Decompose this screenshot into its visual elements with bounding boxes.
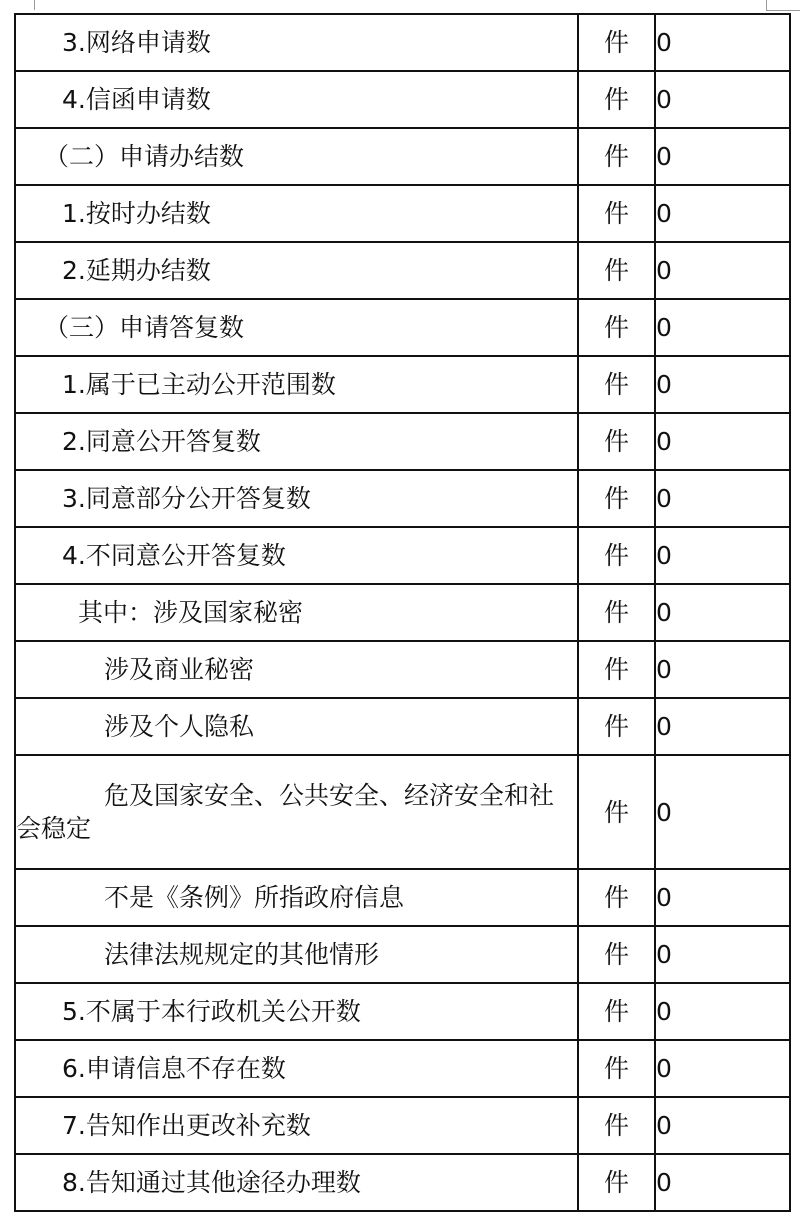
row-unit: 件 (578, 14, 655, 71)
row-unit: 件 (578, 128, 655, 185)
row-unit: 件 (578, 356, 655, 413)
row-item-label: 不是《条例》所指政府信息 (15, 869, 578, 926)
row-item-label: 2.延期办结数 (15, 242, 578, 299)
row-unit: 件 (578, 1097, 655, 1154)
row-value: 0 (655, 584, 790, 641)
table-row (15, 1097, 790, 1154)
row-value: 0 (655, 242, 790, 299)
row-value: 0 (655, 71, 790, 128)
row-value: 0 (655, 527, 790, 584)
row-item-label: 危及国家安全、公共安全、经济安全和社会稳定 (15, 755, 578, 869)
row-unit: 件 (578, 755, 655, 869)
row-unit: 件 (578, 299, 655, 356)
row-value: 0 (655, 470, 790, 527)
table-row (15, 14, 790, 71)
row-unit: 件 (578, 71, 655, 128)
row-item-label: 其中：涉及国家秘密 (15, 584, 578, 641)
table-row (15, 242, 790, 299)
row-item-label: （二）申请办结数 (15, 128, 578, 185)
row-value: 0 (655, 413, 790, 470)
row-item-label: 6.申请信息不存在数 (15, 1040, 578, 1097)
row-unit: 件 (578, 698, 655, 755)
row-item-label: 1.属于已主动公开范围数 (15, 356, 578, 413)
table-row (15, 755, 790, 869)
row-value: 0 (655, 299, 790, 356)
statistics-table (14, 13, 791, 1212)
row-unit: 件 (578, 584, 655, 641)
table-row (15, 71, 790, 128)
row-item-label: 4.信函申请数 (15, 71, 578, 128)
row-unit: 件 (578, 1154, 655, 1211)
row-value: 0 (655, 641, 790, 698)
table-row (15, 185, 790, 242)
table-row (15, 1154, 790, 1211)
row-unit: 件 (578, 185, 655, 242)
row-item-label: 5.不属于本行政机关公开数 (15, 983, 578, 1040)
row-unit: 件 (578, 470, 655, 527)
table-row (15, 983, 790, 1040)
row-value: 0 (655, 755, 790, 869)
table-row (15, 1040, 790, 1097)
page-corner-mark-right (766, 0, 767, 10)
table-row (15, 128, 790, 185)
row-unit: 件 (578, 983, 655, 1040)
row-value: 0 (655, 1040, 790, 1097)
row-unit: 件 (578, 527, 655, 584)
row-item-label: 法律法规规定的其他情形 (15, 926, 578, 983)
row-item-label: 7.告知作出更改补充数 (15, 1097, 578, 1154)
row-item-label: 涉及个人隐私 (15, 698, 578, 755)
table-row (15, 584, 790, 641)
table-row (15, 527, 790, 584)
row-unit: 件 (578, 1040, 655, 1097)
row-unit: 件 (578, 242, 655, 299)
row-item-label: 3.同意部分公开答复数 (15, 470, 578, 527)
row-unit: 件 (578, 413, 655, 470)
table-row (15, 299, 790, 356)
row-item-label: 1.按时办结数 (15, 185, 578, 242)
table-row (15, 869, 790, 926)
row-item-label: 3.网络申请数 (15, 14, 578, 71)
row-value: 0 (655, 185, 790, 242)
row-unit: 件 (578, 641, 655, 698)
row-value: 0 (655, 1154, 790, 1211)
row-item-label: （三）申请答复数 (15, 299, 578, 356)
table-row (15, 641, 790, 698)
page-corner-mark-right-horizontal (766, 10, 800, 11)
row-value: 0 (655, 128, 790, 185)
table-row (15, 413, 790, 470)
row-unit: 件 (578, 926, 655, 983)
row-unit: 件 (578, 869, 655, 926)
row-item-label: 涉及商业秘密 (15, 641, 578, 698)
table-row (15, 356, 790, 413)
row-value: 0 (655, 698, 790, 755)
row-value: 0 (655, 356, 790, 413)
row-item-label: 8.告知通过其他途径办理数 (15, 1154, 578, 1211)
row-item-label: 2.同意公开答复数 (15, 413, 578, 470)
table-row (15, 698, 790, 755)
row-value: 0 (655, 983, 790, 1040)
page-corner-mark-left (34, 0, 35, 10)
row-value: 0 (655, 14, 790, 71)
row-value: 0 (655, 926, 790, 983)
row-value: 0 (655, 1097, 790, 1154)
row-item-label: 4.不同意公开答复数 (15, 527, 578, 584)
row-value: 0 (655, 869, 790, 926)
table-row (15, 926, 790, 983)
table-row (15, 470, 790, 527)
